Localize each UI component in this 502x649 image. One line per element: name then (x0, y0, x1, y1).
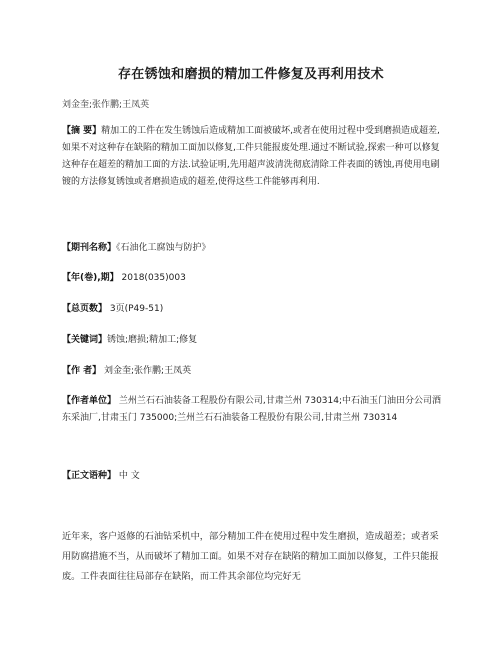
affiliation-value: 兰州兰石石油装备工程股份有限公司,甘肃兰州 730314;中石油玉门油田分公司酒东采油厂,甘肃玉门 735000;兰州兰石石油装备工程股份有限公司,甘肃兰州 730314 (62, 396, 442, 423)
affiliation-field (62, 393, 442, 427)
journal-label: 【期刊名称】 (62, 243, 117, 253)
authors-field (62, 363, 442, 380)
body-paragraph: 近年来，客户返修的石油钻采机中，部分精加工件在使用过程中发生磨损，造成超差；或者采用防腐措施不当，从而破坏了精加工面。如果不对存在缺陷的精加工面加以修复，工件只能报废。工件表面往往局部存在缺陷，而工件其余部位均完好无 (62, 531, 439, 582)
keywords-label: 【关键词】 (62, 335, 108, 345)
pages-label: 【总页数】 (62, 304, 108, 314)
abstract-section (62, 123, 442, 191)
pages-field (62, 301, 442, 318)
year-label: 【年(卷),期】 (62, 273, 119, 283)
authors-label: 【作 者】 (62, 366, 102, 376)
affiliation-label: 【作者单位】 (62, 396, 117, 406)
year-field (62, 270, 442, 287)
document-title: 存在锈蚀和磨损的精加工件修复及再利用技术 (117, 67, 384, 82)
journal-value: 《石油化工腐蚀与防护》 (116, 243, 211, 253)
language-field (62, 468, 442, 485)
journal-field (62, 240, 442, 257)
keywords-value: 锈蚀;磨损;精加工;修复 (107, 335, 198, 345)
pages-value: 3页(P49-51) (109, 304, 164, 314)
year-value: 2018(035)003 (121, 273, 186, 283)
author-line: 刘金奎;张作鹏;王凤英 (62, 100, 150, 110)
keywords-field (62, 332, 442, 349)
language-value: 中 文 (118, 471, 140, 481)
authors-value: 刘金奎;张作鹏;王凤英 (104, 366, 192, 376)
language-label: 【正文语种】 (62, 471, 117, 481)
abstract-label: 【摘 要】 (62, 126, 102, 136)
abstract-text: 精加工的工件在发生锈蚀后造成精加工面被破坏,或者在使用过程中受到磨损造成超差,如果不对这种存在缺陷的精加工面加以修复,工件只能报废处理.通过不断试验,探索一种可以修复这种存在超差的精加工面的方法.试验证明,先用超声波清洗彻底清除工件表面的锈蚀,再使用电刷镀的方法修复锈蚀或者磨损造成的超差,使得这些工件能够再利用. (62, 126, 440, 187)
